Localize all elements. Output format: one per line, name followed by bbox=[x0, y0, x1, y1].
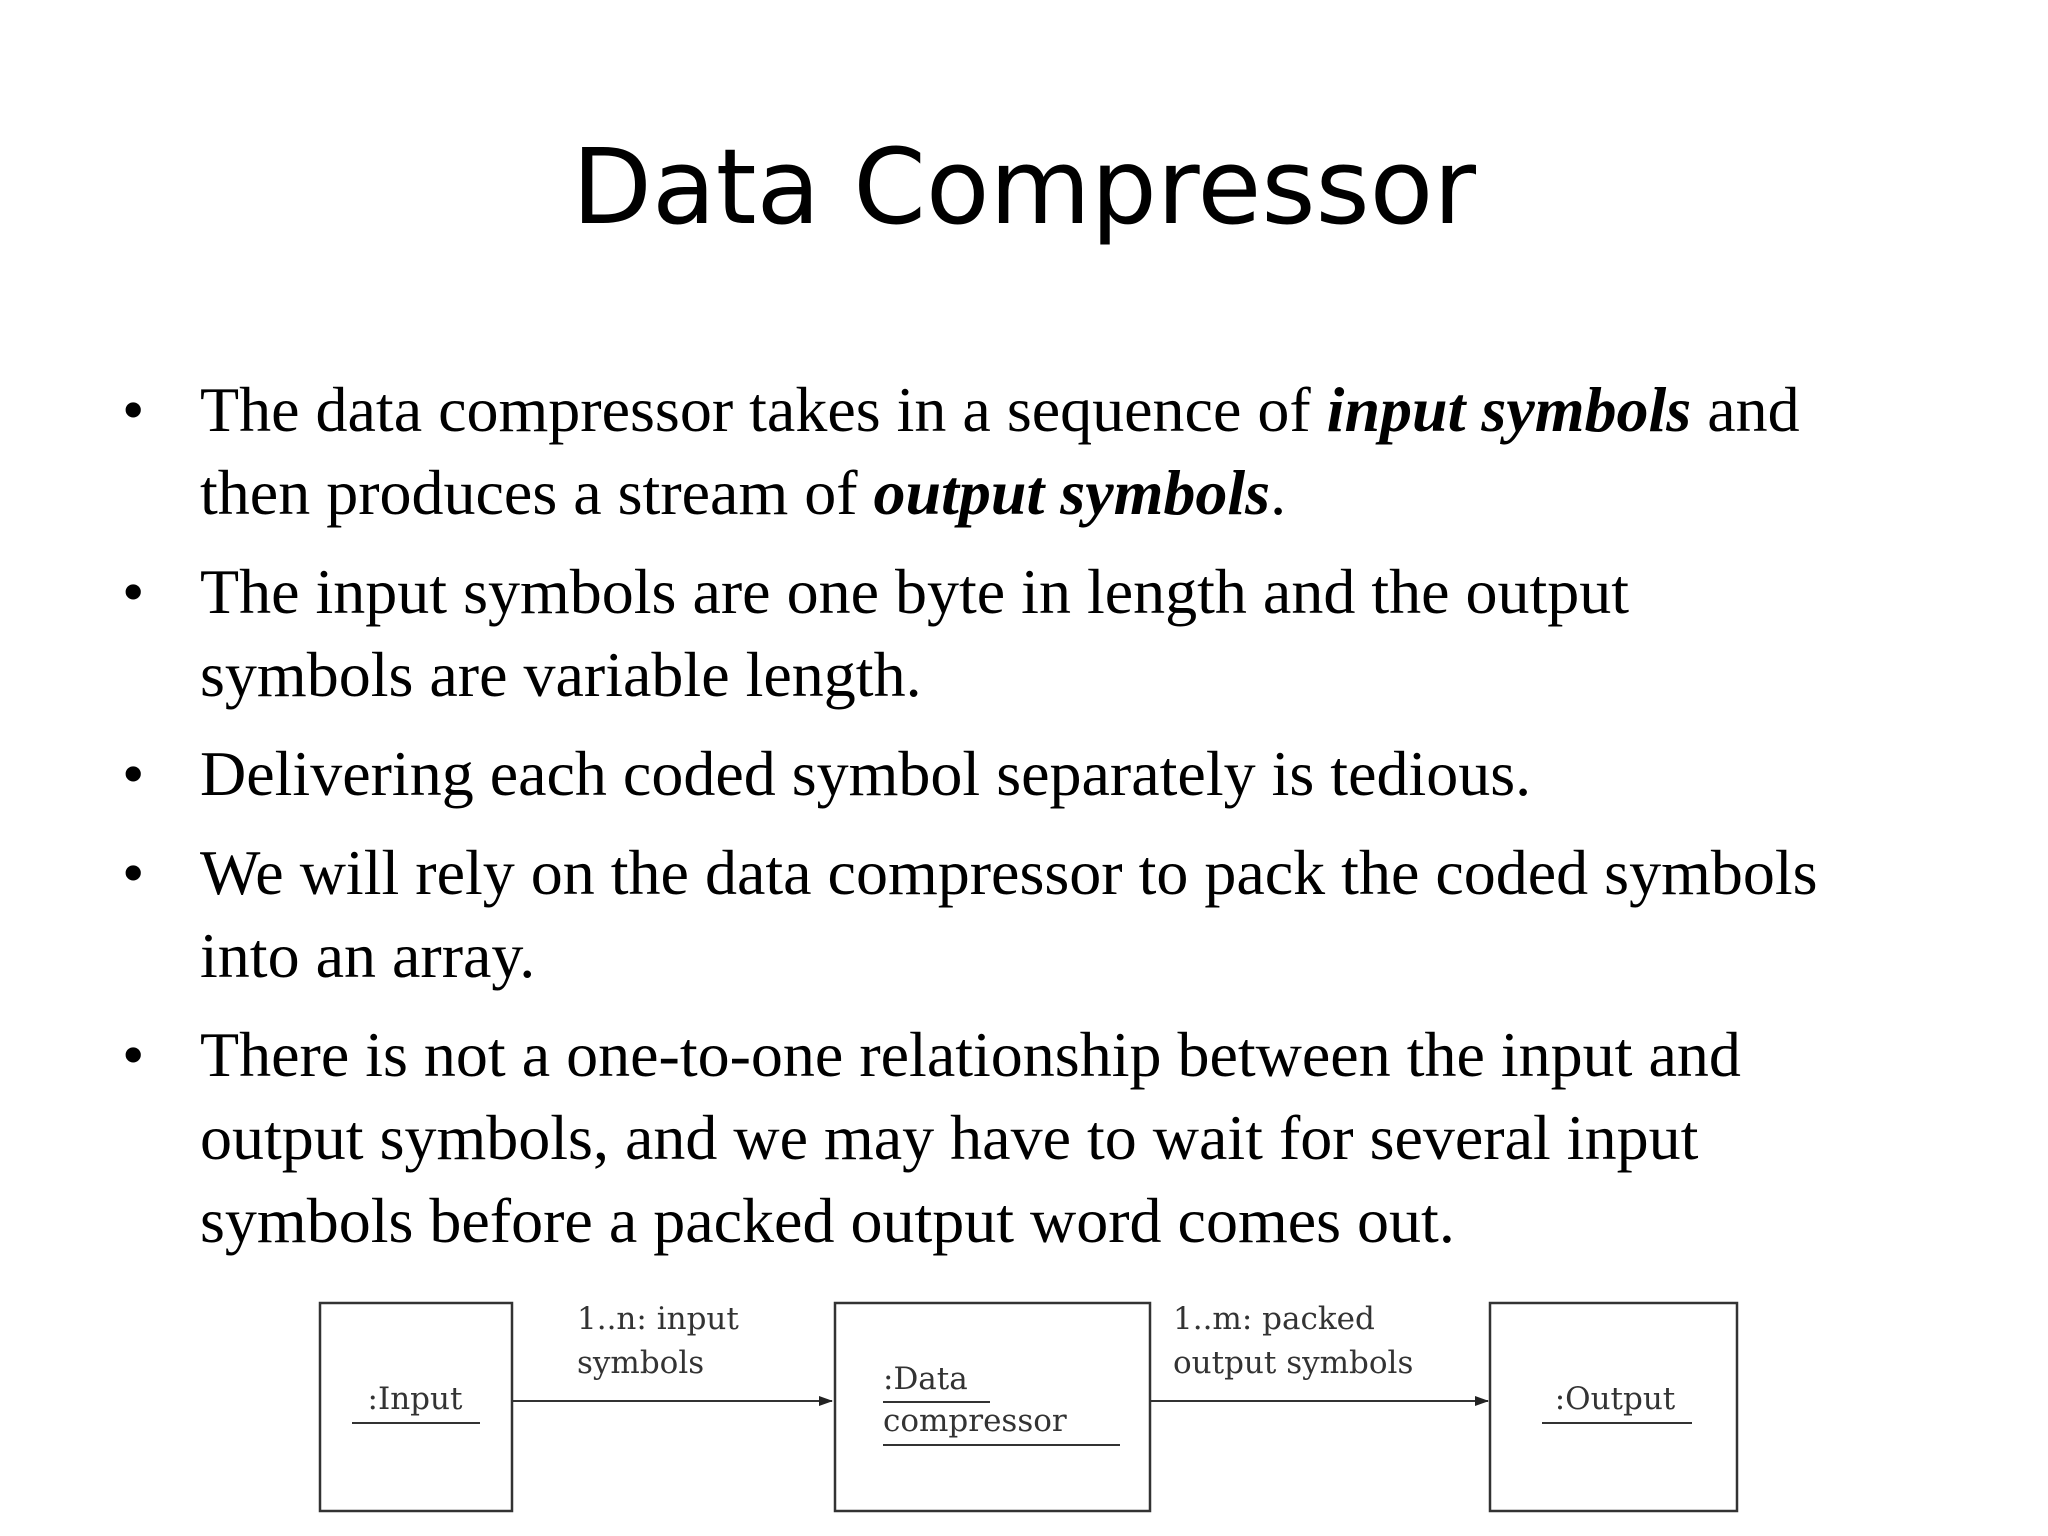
bullet-text: The data compressor takes in a sequence of bbox=[200, 374, 1327, 445]
bullet-marker: • bbox=[122, 738, 145, 809]
input-object bbox=[320, 1303, 512, 1511]
bullet-marker: • bbox=[122, 556, 145, 627]
object-diagram bbox=[310, 1285, 1770, 1536]
bullet-line bbox=[200, 831, 2018, 914]
bullet-line bbox=[200, 451, 2018, 534]
slide-title: Data Compressor bbox=[571, 126, 1477, 248]
bullet-text: symbols before a packed output word comes out. bbox=[200, 1185, 1455, 1256]
bullet-text: symbols are variable length. bbox=[200, 639, 922, 710]
output-arrow-label-line1: 1..m: packed bbox=[1173, 1301, 1375, 1337]
bullet-text: The input symbols are one byte in length and the output bbox=[200, 556, 1630, 627]
bullet-line bbox=[200, 1179, 2018, 1262]
bullet-item bbox=[0, 550, 2048, 716]
bullet-marker: • bbox=[122, 1019, 145, 1090]
bullet-item bbox=[0, 368, 2048, 534]
bullet-text: then produces a stream of bbox=[200, 457, 874, 528]
bullet-text: There is not a one-to-one relationship between the input and bbox=[200, 1019, 1741, 1090]
bullet-text: into an array. bbox=[200, 920, 536, 991]
bullet-item bbox=[0, 831, 2048, 997]
bullet-line bbox=[200, 633, 2018, 716]
bullet-text: . bbox=[1270, 457, 1287, 528]
bullet-line bbox=[200, 732, 2018, 815]
bullet-line bbox=[200, 550, 2018, 633]
bullet-line bbox=[200, 914, 2018, 997]
input-object-label: :Input bbox=[367, 1381, 463, 1417]
data-compressor-label-line1: :Data bbox=[883, 1361, 968, 1397]
bullet-item bbox=[0, 732, 2048, 815]
bullet-line bbox=[200, 368, 2018, 451]
output-symbols-arrow bbox=[1150, 1301, 1488, 1401]
input-symbols-arrow bbox=[512, 1301, 832, 1401]
data-compressor-object bbox=[835, 1303, 1150, 1511]
output-object-label: :Output bbox=[1554, 1381, 1676, 1417]
bullet-text: We will rely on the data compressor to pack the coded symbols bbox=[200, 837, 1818, 908]
bullet-marker: • bbox=[122, 837, 145, 908]
bullet-line bbox=[200, 1096, 2018, 1179]
bullet-text: Delivering each coded symbol separately is tedious. bbox=[200, 738, 1532, 809]
bullet-text: output symbols, and we may have to wait for several input bbox=[200, 1102, 1699, 1173]
bullet-text: and bbox=[1691, 374, 1800, 445]
emphasized-term: output symbols bbox=[873, 457, 1271, 528]
emphasized-term: input symbols bbox=[1326, 374, 1692, 445]
output-object bbox=[1490, 1303, 1737, 1511]
input-arrow-label-line2: symbols bbox=[577, 1345, 705, 1381]
bullet-item bbox=[0, 1013, 2048, 1262]
input-arrow-label-line1: 1..n: input bbox=[577, 1301, 739, 1337]
bullet-line bbox=[200, 1013, 2018, 1096]
bullet-marker: • bbox=[122, 374, 145, 445]
data-compressor-label-line2: compressor bbox=[883, 1403, 1067, 1439]
output-arrow-label-line2: output symbols bbox=[1173, 1345, 1414, 1381]
bullet-list bbox=[0, 368, 2048, 1278]
